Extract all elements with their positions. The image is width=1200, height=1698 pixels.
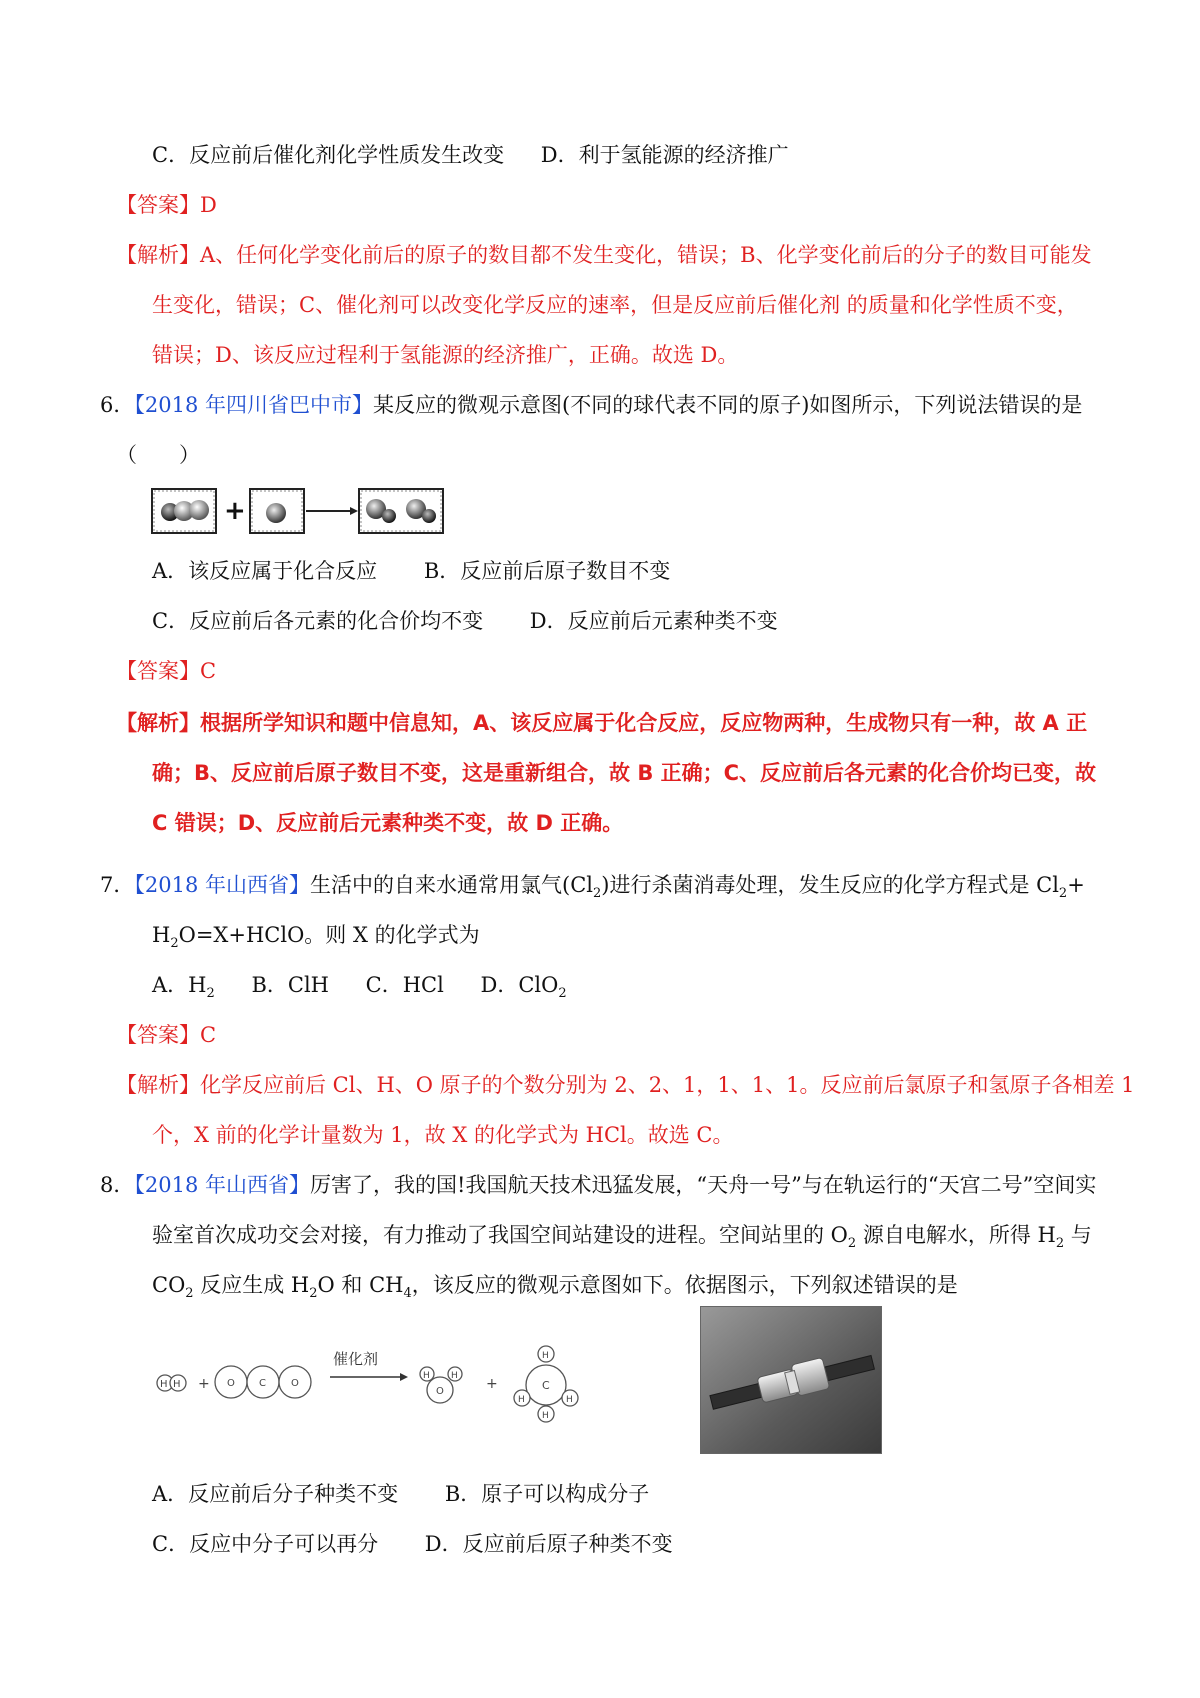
- q8-reaction-diagram: [150, 1330, 640, 1440]
- atom-label-o: O: [227, 1378, 235, 1389]
- catalyst-label: 催化剂: [333, 1350, 379, 1368]
- atom-label-h: H: [423, 1371, 430, 1381]
- q8-stem-line-3: [152, 1271, 958, 1302]
- analysis-label: 【解析】: [116, 243, 200, 267]
- source-open: 【: [134, 1173, 145, 1197]
- stem-text: 验室首次成功交会对接，有力推动了我国空间站建设的进程。空间站里的 O: [152, 1223, 848, 1247]
- q5-answer: [116, 191, 217, 219]
- reactant-box-1: [152, 489, 216, 533]
- analysis-text: 根据所学知识和题中信息知，A、该反应属于化合反应，反应物两种，生成物只有一种，故 A 正: [200, 711, 1088, 735]
- analysis-label: 【解析】: [116, 711, 200, 735]
- source-open: 【: [134, 873, 145, 897]
- answer-label: 【答案】: [116, 1023, 200, 1047]
- q7-option-d: [480, 971, 567, 1002]
- q6-analysis-line-1: [116, 709, 1087, 737]
- q7-stem: [100, 871, 1085, 902]
- analysis-text: A、任何化学变化前后的原子的数目都不发生变化，错误；B、化学变化前后的分子的数目可能发: [200, 243, 1092, 267]
- atom-label-h: H: [173, 1379, 181, 1390]
- answer-value: C: [200, 659, 217, 683]
- q6-option-c: C．反应前后各元素的化合价均不变: [152, 609, 484, 633]
- stem-text: CO: [152, 1273, 186, 1297]
- catalyst-arrow: [330, 1350, 408, 1381]
- stem-text: 与: [1064, 1223, 1092, 1247]
- stem-text: O=X+HClO。则 X 的化学式为: [178, 923, 480, 947]
- atom-label-h: H: [566, 1395, 573, 1405]
- q6-reaction-diagram: [150, 483, 450, 539]
- answer-label: 【答案】: [116, 193, 200, 217]
- question-number: 7．: [100, 873, 135, 897]
- atom-dark: [422, 509, 436, 523]
- analysis-text: 化学反应前后 Cl、H、O 原子的个数分别为 2、2、1，1、1、1。反应前后氯原子和氢原子各相差 1: [200, 1073, 1135, 1097]
- q7-options: [152, 971, 567, 1002]
- q8-option-d: D．反应前后原子种类不变: [424, 1532, 673, 1556]
- stem-text: +: [1067, 873, 1085, 897]
- q8-options-ab: [152, 1480, 649, 1508]
- source-close: 】: [352, 393, 373, 417]
- q7-answer: [116, 1021, 216, 1049]
- plus-sign: +: [198, 1376, 210, 1392]
- subscript: 2: [847, 1236, 857, 1252]
- stem-text: 源自电解水，所得 H: [856, 1223, 1056, 1247]
- q7-option-c: C．HCl: [365, 973, 444, 997]
- subscript: 2: [170, 936, 179, 952]
- space-station-photo: [700, 1306, 882, 1454]
- q6-option-d: D．反应前后元素种类不变: [529, 609, 778, 633]
- q6-analysis-line-3: C 错误；D、反应前后元素种类不变，故 D 正确。: [152, 811, 624, 835]
- ch4-molecule: [514, 1346, 578, 1422]
- analysis-label: 【解析】: [116, 1073, 200, 1097]
- q8-options-cd: [152, 1530, 673, 1558]
- reactant-box-2: [250, 489, 304, 533]
- q5-analysis-line-1: [116, 241, 1092, 269]
- co2-molecule: [215, 1366, 311, 1398]
- q6-option-a: A．该反应属于化合反应: [152, 559, 378, 583]
- atom-label-o: O: [291, 1378, 299, 1389]
- subscript: 2: [185, 1286, 194, 1302]
- q8-option-b: B．原子可以构成分子: [444, 1482, 650, 1506]
- q6-options-ab: [152, 557, 670, 585]
- q7-stem-line-2: [152, 921, 480, 952]
- question-source: 2018 年山西省: [144, 873, 289, 897]
- source-open: 【: [134, 393, 145, 417]
- q5-options-cd: [152, 141, 789, 169]
- q7-option-b: B．ClH: [251, 973, 329, 997]
- atom-light: [189, 500, 209, 520]
- stem-text: ，该反应的微观示意图如下。依据图示，下列叙述错误的是: [411, 1273, 958, 1297]
- subscript: 2: [1058, 886, 1068, 902]
- subscript: 4: [403, 1286, 412, 1302]
- option-text: A．H: [152, 973, 207, 997]
- stem-text: H: [152, 923, 171, 947]
- q7-analysis-line-1: [116, 1071, 1135, 1099]
- stem-text: 厉害了，我的国!我国航天技术迅猛发展，“天舟一号”与在轨运行的“天宫二号”空间实: [310, 1173, 1097, 1197]
- answer-value: D: [200, 193, 217, 217]
- source-close: 】: [289, 1173, 310, 1197]
- q6-answer: [116, 657, 216, 685]
- q8-stem: [100, 1171, 1096, 1199]
- q7-analysis-line-2: 个，X 前的化学计量数为 1，故 X 的化学式为 HCl。故选 C。: [152, 1123, 734, 1147]
- q6-options-cd: [152, 607, 778, 635]
- q5-option-d: D．利于氢能源的经济推广: [540, 143, 789, 167]
- atom-label-c: C: [542, 1379, 550, 1392]
- subscript: 2: [592, 886, 602, 902]
- atom-label-c: C: [259, 1378, 266, 1389]
- option-text: D．ClO: [480, 973, 559, 997]
- atom-mid: [266, 503, 286, 523]
- product-box: [359, 489, 443, 533]
- q6-paren: （ ）: [116, 443, 200, 467]
- question-source: 2018 年四川省巴中市: [144, 393, 352, 417]
- subscript: 2: [206, 986, 215, 1002]
- atom-label-h: H: [160, 1379, 168, 1390]
- q8-option-c: C．反应中分子可以再分: [152, 1532, 379, 1556]
- atom-label-h: H: [451, 1371, 458, 1381]
- question-stem: 某反应的微观示意图(不同的球代表不同的原子)如图所示，下列说法错误的是: [373, 393, 1083, 417]
- q8-stem-line-2: [152, 1221, 1092, 1252]
- q8-option-a: A．反应前后分子种类不变: [152, 1482, 399, 1506]
- q5-analysis-line-2: 生变化，错误；C、催化剂可以改变化学反应的速率，但是反应前后催化剂 的质量和化学性质不变，: [152, 293, 1078, 317]
- atom-label-h: H: [542, 1411, 549, 1421]
- subscript: 2: [1055, 1236, 1065, 1252]
- plus-sign: +: [224, 496, 246, 526]
- h2o-molecule: [420, 1367, 462, 1403]
- answer-value: C: [200, 1023, 217, 1047]
- question-source: 2018 年山西省: [144, 1173, 289, 1197]
- subscript: 2: [558, 986, 567, 1002]
- atom-dark: [382, 509, 396, 523]
- reaction-arrow: [306, 507, 358, 515]
- stem-text: O 和 CH: [317, 1273, 404, 1297]
- stem-text: )进行杀菌消毒处理，发生反应的化学方程式是 Cl: [601, 873, 1059, 897]
- answer-label: 【答案】: [116, 659, 200, 683]
- atom-label-o: O: [436, 1386, 444, 1397]
- h2-molecule: [157, 1375, 186, 1391]
- q6-stem: [100, 391, 1082, 419]
- q5-analysis-line-3: 错误；D、该反应过程利于氢能源的经济推广，正确。故选 D。: [152, 343, 739, 367]
- atom-label-h: H: [518, 1395, 525, 1405]
- source-close: 】: [289, 873, 310, 897]
- q5-option-c: C．反应前后催化剂化学性质发生改变: [152, 143, 505, 167]
- q6-option-b: B．反应前后原子数目不变: [423, 559, 671, 583]
- q7-option-a: [152, 971, 215, 1002]
- q6-analysis-line-2: 确；B、反应前后原子数目不变，这是重新组合，故 B 正确；C、反应前后各元素的化合价均已变，故: [152, 761, 1097, 785]
- question-number: 8．: [100, 1173, 135, 1197]
- question-number: 6．: [100, 393, 135, 417]
- stem-text: 反应生成 H: [193, 1273, 310, 1297]
- plus-sign: +: [486, 1376, 498, 1392]
- subscript: 2: [309, 1286, 318, 1302]
- stem-text: 生活中的自来水通常用氯气(Cl: [310, 873, 593, 897]
- atom-label-h: H: [542, 1351, 549, 1361]
